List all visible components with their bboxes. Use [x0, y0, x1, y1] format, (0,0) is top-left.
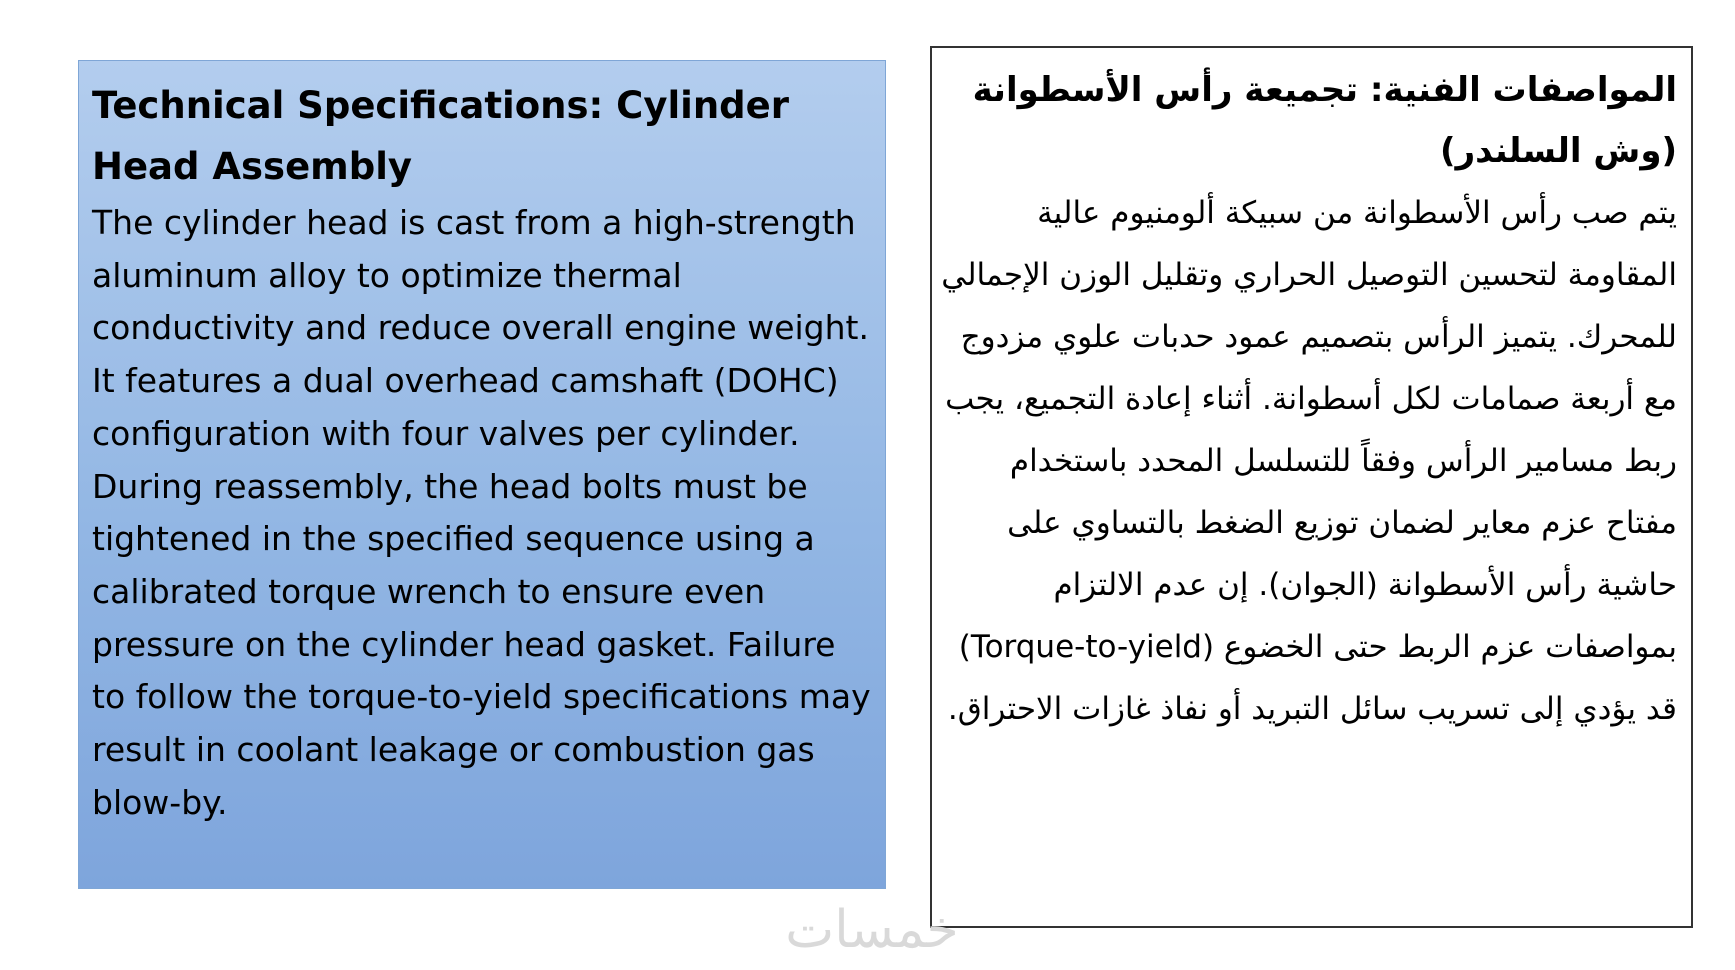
arabic-spec-panel	[930, 46, 1693, 928]
english-title: Technical Specifications: Cylinder Head Assembly	[92, 84, 789, 188]
arabic-title: المواصفات الفنية: تجميعة رأس الأسطوانة (وش السلندر)	[972, 70, 1677, 171]
watermark-logo: خمسات	[785, 900, 959, 960]
english-body: The cylinder head is cast from a high-strength aluminum alloy to optimize thermal conductivity and reduce overall engine weight. It features a dual overhead camshaft (DOHC) configuration with four valves per cylinder. During reassembly, the head bolts must be tightened in the specified sequence using a calibrated torque wrench to ensure even pressure on the cylinder head gasket. Failure to follow the torque-to-yield specifications may result in coolant leakage or combustion gas blow-by.	[92, 203, 871, 822]
english-spec-panel	[78, 60, 886, 889]
arabic-body: يتم صب رأس الأسطوانة من سبيكة ألومنيوم عالية المقاومة لتحسين التوصيل الحراري وتقليل الوزن الإجمالي للمحرك. يتميز الرأس بتصميم عمود حدبات علوي مزدوج مع أربعة صمامات لكل أسطوانة. أثناء إعادة التجميع، يجب ربط مسامير الرأس وفقاً للتسلسل المحدد باستخدام مفتاح عزم معاير لضمان توزيع الضغط بالتساوي على حاشية رأس الأسطوانة (الجوان). إن عدم الالتزام بمواصفات عزم الربط حتى الخضوع (Torque-to-yield) قد يؤدي إلى تسريب سائل التبريد أو نفاذ غازات الاحتراق.	[941, 195, 1677, 727]
